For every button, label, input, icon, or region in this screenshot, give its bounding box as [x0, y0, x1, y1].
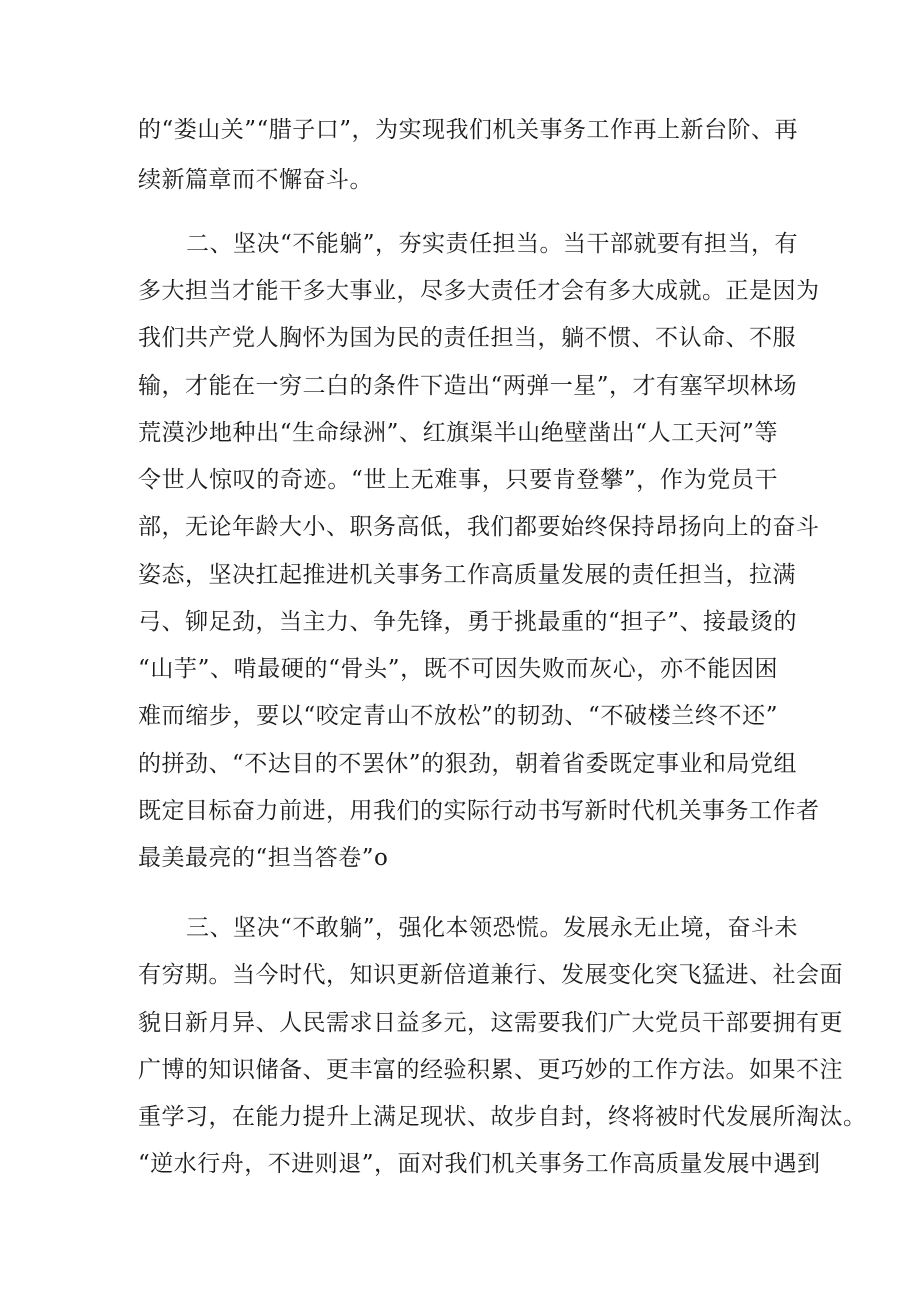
text-line: 续新篇章而不懈奋斗。: [138, 167, 373, 193]
text-line: 貌日新月异、人民需求日益多元，这需要我们广大党员干部要拥有更: [138, 1010, 843, 1036]
text-line: 部，无论年龄大小、职务高低，我们都要始终保持昂扬向上的奋斗: [138, 514, 820, 540]
text-line: 最美最亮的“担当答卷”o: [138, 845, 389, 871]
text-line: 广博的知识储备、更丰富的经验积累、更巧妙的工作方法。如果不注: [138, 1057, 843, 1083]
paragraph-first-line: 三、坚决“不敢躺”，强化本领恐慌。发展永无止境，奋斗未: [186, 915, 799, 941]
text-line: “山芋”、啃最硬的“骨头”，既不可因失败而灰心，亦不能因困: [138, 656, 778, 682]
text-line: 重学习，在能力提升上满足现状、故步自封，终将被时代发展所淘汰。: [138, 1104, 867, 1130]
text-line: 既定目标奋力前进，用我们的实际行动书写新时代机关事务工作者: [138, 798, 820, 824]
text-line: 输，才能在一穷二白的条件下造出“两弹一星”，才有塞罕坝林场: [138, 373, 798, 399]
text-line: 的“娄山关”“腊子口”，为实现我们机关事务工作再上新台阶、再: [138, 117, 799, 143]
text-line: “逆水行舟，不进则退”，面对我们机关事务工作高质量发展中遇到: [138, 1151, 821, 1177]
text-line: 姿态，坚决扛起推进机关事务工作高质量发展的责任担当，拉满: [138, 562, 796, 588]
paragraph-first-line: 二、坚决“不能躺”，夯实责任担当。当干部就要有担当，有: [186, 231, 799, 257]
text-line: 荒漠沙地种出“生命绿洲”、红旗渠半山绝壁凿出“人工天河”等: [138, 420, 778, 446]
text-line: 有穷期。当今时代，知识更新倍道兼行、发展变化突飞猛进、社会面: [138, 962, 843, 988]
text-line: 弓、铆足劲，当主力、争先锋，勇于挑最重的“担子”、接最烫的: [138, 609, 798, 635]
text-line: 我们共产党人胸怀为国为民的责任担当，躺不惯、不认命、不服: [138, 325, 796, 351]
text-line: 多大担当才能干多大事业，尽多大责任才会有多大成就。正是因为: [138, 278, 820, 304]
text-line: 难而缩步，要以“咬定青山不放松”的韧劲、“不破楼兰终不还”: [138, 703, 778, 729]
text-line: 令世人惊叹的奇迹。“世上无难事，只要肯登攀”，作为党员干: [138, 467, 778, 493]
text-line: 的拼劲、“不达目的不罢休”的狠劲，朝着省委既定事业和局党组: [138, 751, 798, 777]
